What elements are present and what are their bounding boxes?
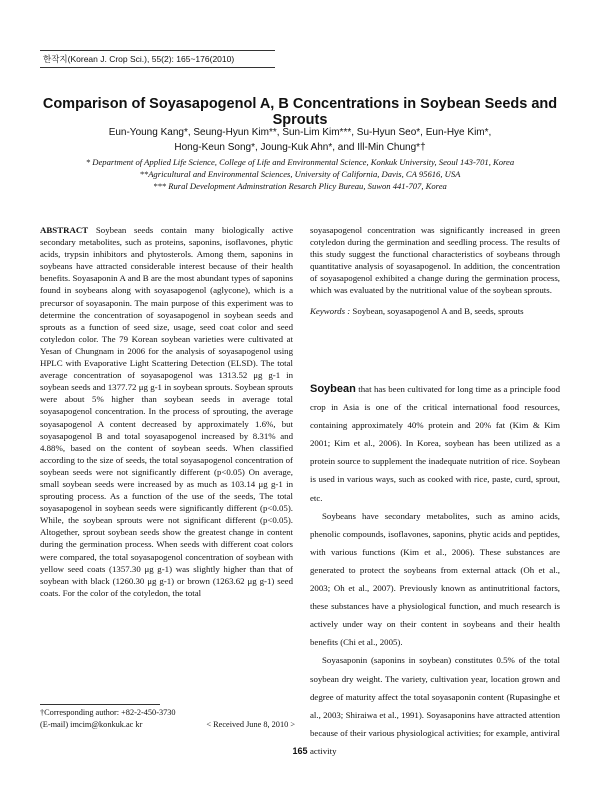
body-text xyxy=(310,380,560,760)
footnote-email-line xyxy=(40,719,295,731)
body-paragraph-2: Soybeans have secondary metabolites, such as amino acids, phenolic compounds, isoflavones, saponins, phytic acids and peptides, with various functions (Kim et al., 2006). These substances are generated to protect the soybeans from external attack (Oh et al., 2003; Oh et al., 2007). Previously known as antinutritional factors, these substances have a physiological function, and much research is actively under way on their content in soybeans and their health benefits (Chi et al., 2005). xyxy=(310,510,560,648)
affiliation-2: **Agricultural and Environmental Sciences, University of California, Davis, CA 95616, USA xyxy=(139,169,461,179)
lead-word: Soybean xyxy=(310,383,356,395)
keywords-label: Keywords : xyxy=(310,305,351,316)
affiliations xyxy=(40,156,560,192)
abstract-label: ABSTRACT xyxy=(40,225,89,235)
affiliation-3: *** Rural Development Adminstration Resarch Plicy Bureau, Suwon 441-707, Korea xyxy=(153,181,447,191)
abstract-text-left: Soybean seeds contain many biologically active secondary metabolites, such as proteins, saponins, isoflavones, phytic acids, trypsin inhibitors and phytosterols. Among them, saponins in soybeans have attracted considerable interest because of their health benefits. Soyasaponin A and B are the most abundant types of saponins found in soybeans along with soyasapogenol (aglycone), which is a precursor of soyasaponin. The main purpose of this experiment was to determine the concentration of soyasapogenol in soybean seeds and sprouts as a function of seed size, usage, seed coat color and seed cotyledon color. The 79 Korean soybean varieties were cultivated at Yesan of Chungnam in 2006 for the analysis of soyasapogenol using HPLC with Evaporative Light Scattering Detection (ELSD). The total average concentration of soyasapogenol was 1313.52 μg g-1 in soybean seeds and 1377.72 μg g-1 in soybean sprouts. Soybean sprouts were about 5% higher than soybean seeds in average total soyasapogenol concentration. In the process of sprouting, the average soyasapogenol A content decreased by approximately 1.6%, but soyasapogenol B and total soyasapogenol increased by 8.31% and 4.88%, based on the content of soybean seeds. When classified according to the size of seeds, the total soyasapogenol concentration of soybean seeds were not significantly different (p<0.05) On average, small soybean seeds were increased by as much as 103.14 μg g-1 in sprouting process. As a function of the use of the seeds, The total soyasapogenol in soybean seeds were significantly different (p<0.05). While, the soybean sprouts were not significant different (p<0.05). Altogether, sprout soybean seeds show the greatest change in content during the germination process. When seeds with different coat colors were compared, the total soyasapogenol concentration of soybean with yellow seed coats (1357.30 μg g-1) was slightly higher than that of soybean with black (1260.30 μg g-1) or brown (1263.62 μg g-1) seed coats. For the color of the cotyledon, the total xyxy=(40,225,293,598)
body-paragraph-1-text: that has been cultivated for long time as a principle food crop in Asia is one of the critical international food resources, containing approximately 40% protein and 20% fat (Kim & Kim 2001; Kim et al., 2006). In Korea, soybean has been utilized as a protein source to supplement the inadequate nutrition of rice. Soybean is used in various ways, such as cooked with rice, paste, curd, sprout, etc. xyxy=(310,384,560,503)
footnote-rule xyxy=(40,704,160,705)
author-line-1: Eun-Young Kang*, Seung-Hyun Kim**, Sun-Lim Kim***, Su-Hyun Seo*, Eun-Hye Kim*, xyxy=(108,127,492,138)
received-date: < Received June 8, 2010 > xyxy=(206,720,295,729)
body-paragraph-1 xyxy=(310,380,560,507)
email: (E-mail) imcim@konkuk.ac kr xyxy=(40,720,143,729)
abstract-left-column xyxy=(40,224,293,599)
abstract-right-column xyxy=(310,224,560,317)
body-paragraph-3: Soyasaponin (saponins in soybean) constitutes 0.5% of the total soybean dry weight. The variety, cultivation year, location grown and degree of maturity affect the total soyasaponin content (Rupasinghe et al., 2003; Shiraiwa et al., 1991). Soyasaponins have attracted attention because of their various physiological activities; for example, antiviral activity xyxy=(310,655,560,756)
author-line-2: Hong-Keun Song*, Joung-Kuk Ahn*, and Ill-Min Chung*† xyxy=(174,142,426,153)
footnote xyxy=(40,707,295,731)
journal-header: 한작지(Korean J. Crop Sci.), 55(2): 165~176(2010) xyxy=(40,50,275,68)
abstract-text-right: soyasapogenol concentration was significantly increased in green cotyledon during the germination and seedling process. The results of this study suggest the functional characteristics of soybeans through quantitative analysis of soyasapogenol. In addition, the concentration of soyasapogenol exhibited a change during the germination process, which was evaluated by the nutritional value of the soybean sprouts. xyxy=(310,225,560,296)
page-number: 165 xyxy=(292,746,308,756)
abstract-paragraph xyxy=(40,224,293,599)
article-title: Comparison of Soyasapogenol A, B Concentrations in Soybean Seeds and Sprouts xyxy=(42,96,558,128)
affiliation-1: * Department of Applied Life Science, College of Life and Environmental Science, Konkuk University, Seoul 143-701, Korea xyxy=(85,157,515,167)
keywords xyxy=(310,305,560,317)
corresponding-author: †Corresponding author: +82-2-450-3730 xyxy=(40,708,176,717)
author-list xyxy=(40,125,560,155)
keywords-text: Soybean, soyasapogenol A and B, seeds, sprouts xyxy=(350,305,524,316)
